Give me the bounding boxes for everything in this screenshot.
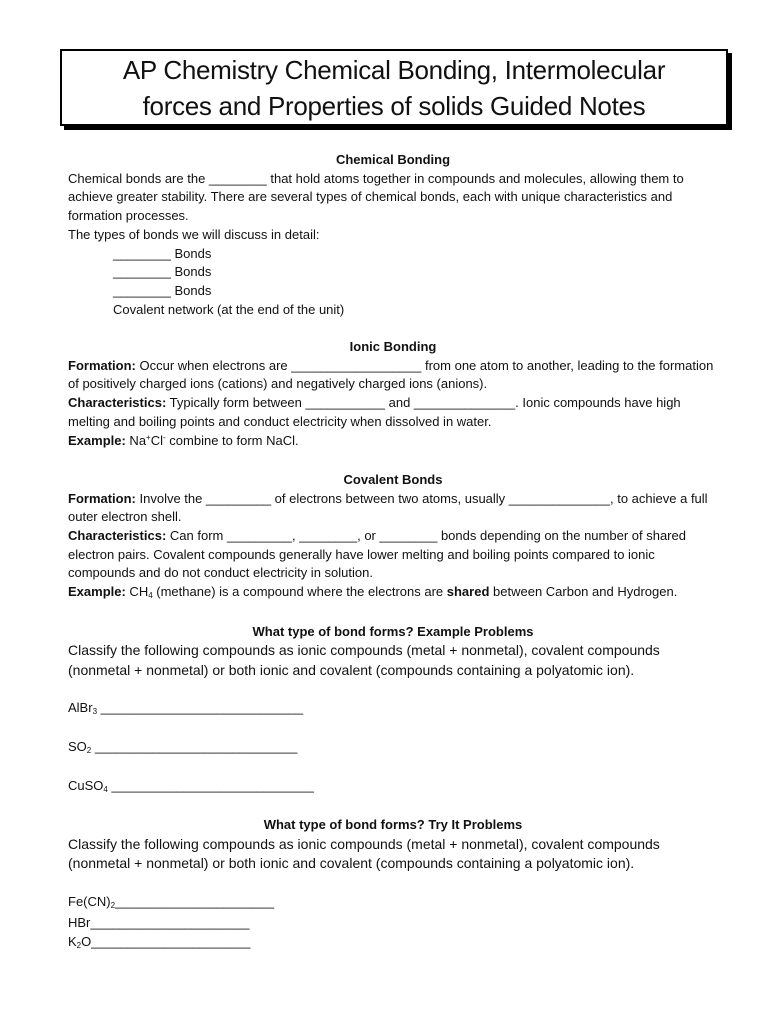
answer-blank[interactable]: ______________________ — [91, 933, 251, 949]
example-instructions: Classify the following compounds as ionic compounds (metal + nonmetal), covalent compounds (nonmetal + nonmetal) or both ionic and covalent (compounds containing a polyatomic ion). — [68, 642, 660, 678]
compound-subscript: 3 — [92, 707, 98, 717]
title-box — [60, 49, 728, 126]
example-problem-albr3 — [68, 698, 718, 719]
bond-type-item: ________ Bonds — [113, 282, 212, 298]
superscript-plus: + — [146, 432, 151, 442]
chemical-bonds-paragraph: Chemical bonds are the ________ that hold atoms together in compounds and molecules, allowing them to achieve greater stability. There are several types of chemical bonds, each with unique characteristics and formation processes. — [68, 170, 684, 224]
section-heading-example-problems: What type of bond forms? Example Problems — [252, 623, 534, 639]
page-title-line-1: AP Chemistry Chemical Bonding, Intermolecular — [122, 54, 666, 85]
compound-formula: Fe(CN) — [68, 893, 111, 909]
section-heading-ionic-bonding: Ionic Bonding — [349, 339, 437, 355]
bond-type-item: ________ Bonds — [113, 264, 212, 280]
example-na: Na — [125, 432, 147, 448]
section-heading-chemical-bonding: Chemical Bonding — [335, 152, 451, 167]
compound-subscript: 2 — [110, 900, 116, 910]
answer-blank[interactable]: ______________________ — [90, 914, 250, 930]
try-problem-hbr — [68, 913, 718, 932]
covalent-example — [68, 583, 718, 604]
formation-label: Formation: — [68, 357, 136, 373]
subscript-4: 4 — [148, 591, 153, 601]
example-end: between Carbon and Hydrogen. — [489, 584, 678, 600]
example-mid: (methane) is a compound where the electrons are — [152, 584, 447, 600]
example-label: Example: — [68, 584, 126, 600]
ionic-example — [68, 432, 718, 453]
answer-blank[interactable]: ______________________ — [115, 893, 275, 909]
ionic-formation — [68, 357, 718, 394]
example-label: Example: — [68, 432, 126, 448]
section-heading-try-problems: What type of bond forms? Try It Problems — [263, 816, 523, 832]
bond-type-item: Covalent network (at the end of the unit) — [113, 301, 345, 317]
compound-formula: CuSO — [68, 778, 104, 794]
example-problem-so2 — [68, 737, 718, 758]
try-instructions: Classify the following compounds as ionic compounds (metal + nonmetal), covalent compounds (nonmetal + nonmetal) or both ionic and covalent (compounds containing a polyatomic ion). — [68, 835, 660, 872]
covalent-characteristics-text: Can form _________, ________, or ________ bonds depending on the number of shared electron pairs. Covalent compounds generally have lower melting and boiling points compared to ionic compounds and do not conduct electricity in solution. — [68, 528, 686, 581]
example-ch: CH — [125, 584, 149, 600]
compound-formula: HBr — [68, 914, 91, 930]
compound-subscript: 2 — [86, 746, 92, 756]
ionic-formation-text: Occur when electrons are __________________ from one atom to another, leading to the formation of positively charged ions (cations) and negatively charged ions (anions). — [68, 357, 714, 392]
compound-formula: AlBr — [68, 700, 93, 716]
section-heading-covalent-bonds: Covalent Bonds — [343, 471, 443, 487]
formation-label: Formation: — [68, 490, 136, 506]
compound-subscript: 4 — [103, 785, 108, 795]
covalent-characteristics — [68, 527, 718, 583]
covalent-formation-text: Involve the _________ of electrons between two atoms, usually ______________, to achieve a full outer electron shell. — [68, 490, 708, 525]
bond-type-item: ________ Bonds — [113, 245, 212, 261]
notes-content — [68, 151, 718, 953]
example-problem-cuso4 — [68, 776, 718, 797]
try-problem-fecn2 — [68, 892, 718, 913]
answer-blank[interactable]: ____________________________ — [107, 778, 314, 794]
answer-blank[interactable]: ____________________________ — [97, 700, 304, 716]
characteristics-label: Characteristics: — [68, 528, 167, 544]
compound-formula-tail: O — [81, 933, 92, 949]
example-shared: shared — [446, 584, 490, 600]
covalent-formation — [68, 490, 718, 527]
compound-subscript: 2 — [76, 940, 82, 950]
page-title-line-2: forces and Properties of solids Guided Notes — [142, 90, 646, 121]
example-rest: combine to form NaCl. — [165, 432, 299, 448]
example-cl: Cl — [150, 432, 163, 448]
ionic-characteristics — [68, 394, 718, 431]
compound-formula: K — [68, 933, 77, 949]
answer-blank[interactable]: ____________________________ — [91, 739, 298, 755]
characteristics-label: Characteristics: — [68, 395, 167, 411]
bond-types-intro: The types of bonds we will discuss in detail: — [68, 226, 320, 242]
ionic-characteristics-text: Typically form between ___________ and ______________. Ionic compounds have high melting and boiling points and conduct electricity when dissolved in water. — [68, 395, 681, 429]
try-problem-k2o — [68, 932, 718, 953]
compound-formula: SO — [68, 739, 87, 755]
superscript-minus: - — [163, 432, 166, 442]
